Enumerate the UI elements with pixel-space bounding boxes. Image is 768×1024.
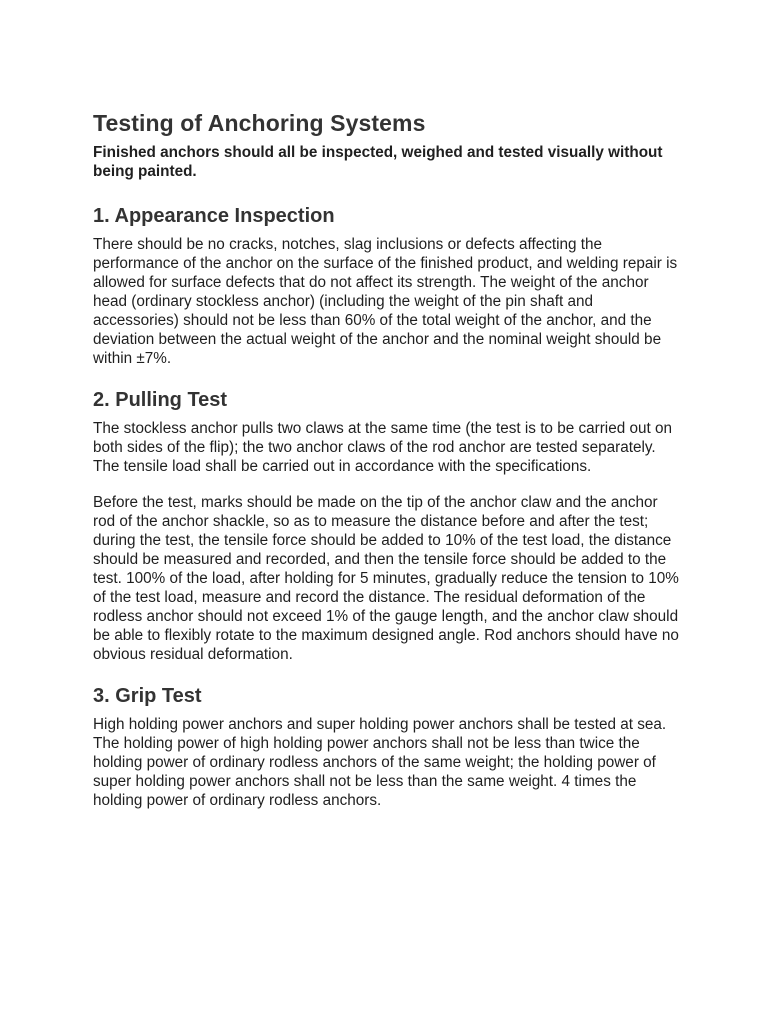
section-grip-test	[93, 683, 683, 810]
document-title: Testing of Anchoring Systems	[93, 110, 426, 136]
section-paragraph: There should be no cracks, notches, slag inclusions or defects affecting the performance of the anchor on the surface of the finished product, and welding repair is allowed for surface defects that do not affect its strength. The weight of the anchor head (ordinary stockless anchor) (including the weight of the pin shaft and accessories) should not be less than 60% of the total weight of the anchor, and the deviation between the actual weight of the anchor and the nominal weight should be within ±7%.	[93, 236, 678, 367]
section-heading: 1. Appearance Inspection	[93, 205, 335, 227]
document-page	[93, 108, 683, 810]
section-heading: 2. Pulling Test	[93, 389, 228, 411]
section-paragraph: Before the test, marks should be made on the tip of the anchor claw and the anchor rod of the anchor shackle, so as to measure the distance before and after the test; during the test, the tensile force should be added to 10% of the test load, the distance should be measured and recorded, and then the tensile force should be added to the test. 100% of the load, after holding for 5 minutes, gradually reduce the tension to 10% of the test load, measure and record the distance. The residual deformation of the rodless anchor should not exceed 1% of the gauge length, and the anchor claw should be able to flexibly rotate to the maximum designed angle. Rod anchors should have no obvious residual deformation.	[93, 494, 679, 663]
document-subtitle: Finished anchors should all be inspected, weighed and tested visually without being painted.	[93, 144, 663, 180]
section-pulling-test	[93, 387, 683, 664]
section-paragraph: High holding power anchors and super holding power anchors shall be tested at sea. The holding power of high holding power anchors shall not be less than twice the holding power of ordinary rodless anchors of the same weight; the holding power of super holding power anchors shall not be less than the same weight. 4 times the holding power of ordinary rodless anchors.	[93, 716, 667, 809]
section-appearance-inspection	[93, 203, 683, 368]
section-paragraph: The stockless anchor pulls two claws at the same time (the test is to be carried out on both sides of the flip); the two anchor claws of the rod anchor are tested separately. The tensile load shall be carried out in accordance with the specifications.	[93, 420, 672, 475]
section-heading: 3. Grip Test	[93, 685, 202, 707]
